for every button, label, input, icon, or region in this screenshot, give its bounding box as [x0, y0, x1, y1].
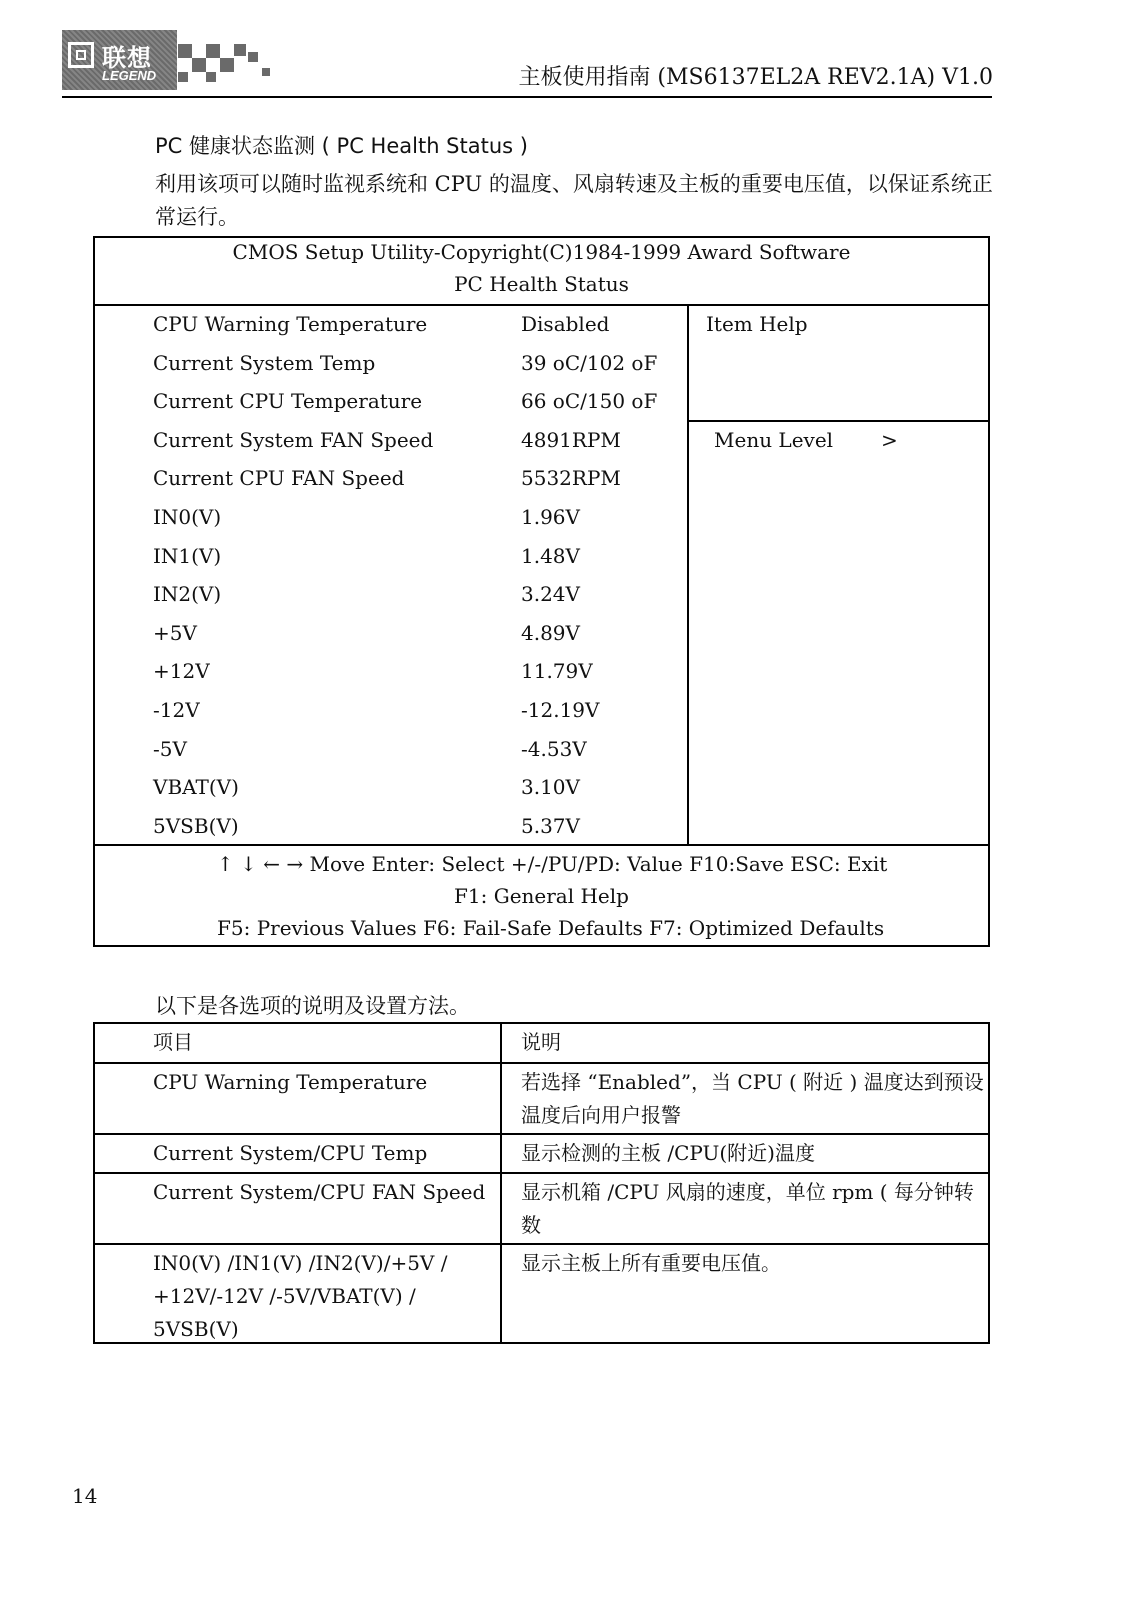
bios-item-label[interactable]: +5V	[153, 621, 197, 645]
logo-pixel-decoration	[206, 72, 216, 82]
logo-pixel-decoration	[206, 44, 220, 58]
table-divider	[95, 1133, 988, 1135]
legend-logo	[62, 30, 177, 90]
table-row-item: Current System/CPU FAN Speed	[153, 1180, 486, 1204]
logo-pixel-decoration	[234, 44, 246, 56]
logo-pixel-decoration	[178, 44, 192, 58]
bios-item-value[interactable]: 11.79V	[521, 659, 593, 683]
logo-pixel-decoration	[178, 72, 188, 82]
logo-english-text: LEGEND	[102, 68, 157, 83]
bios-item-value[interactable]: 3.10V	[521, 775, 580, 799]
bios-item-label[interactable]: 5VSB(V)	[153, 814, 239, 838]
bios-copyright: CMOS Setup Utility-Copyright(C)1984-1999 Award Software	[232, 240, 851, 264]
bios-item-label[interactable]: CPU Warning Temperature	[153, 312, 428, 336]
bios-item-label[interactable]: Current System FAN Speed	[153, 428, 434, 452]
menu-level-arrow: >	[881, 428, 898, 452]
table-row-desc: 显示主板上所有重要电压值。	[521, 1251, 781, 1275]
bios-item-value[interactable]: 39 oC/102 oF	[521, 351, 658, 375]
page-number: 14	[72, 1484, 98, 1508]
table-row-desc: 若选择 “Enabled”，当 CPU ( 附近 ) 温度达到预设温度后向用户报警	[521, 1070, 984, 1127]
bios-item-label[interactable]: Current System Temp	[153, 351, 376, 375]
table-divider	[95, 1172, 988, 1174]
bios-item-label[interactable]: IN1(V)	[153, 544, 222, 568]
bios-key-help-line: F1: General Help	[454, 884, 629, 908]
bios-item-value[interactable]: -12.19V	[521, 698, 600, 722]
logo-pixel-decoration	[248, 52, 258, 62]
bios-item-label[interactable]: Current CPU FAN Speed	[153, 466, 405, 490]
table-row-item: IN0(V) /IN1(V) /IN2(V)/+5V / +12V/-12V /-5V/VBAT(V) / 5VSB(V)	[153, 1251, 448, 1341]
bios-item-value[interactable]: 4891RPM	[521, 428, 621, 452]
bios-divider	[95, 844, 988, 846]
table-row-desc: 显示机箱 /CPU 风扇的速度，单位 rpm ( 每分钟转数	[521, 1180, 974, 1237]
logo-pixel-decoration	[220, 58, 234, 72]
logo-pixel-decoration	[192, 58, 206, 72]
bios-key-help-line: ↑ ↓ ← → Move Enter: Select +/-/PU/PD: Value F10:Save ESC: Exit	[217, 852, 888, 876]
bios-divider	[95, 304, 988, 306]
bios-item-value[interactable]: 4.89V	[521, 621, 580, 645]
item-help-label: Item Help	[706, 312, 808, 336]
table-header-item: 项目	[153, 1030, 193, 1054]
table-row-item: Current System/CPU Temp	[153, 1141, 428, 1165]
bios-item-label[interactable]: Current CPU Temperature	[153, 389, 423, 413]
options-subtitle: 以下是各选项的说明及设置方法。	[155, 994, 470, 1018]
bios-key-help-line: F5: Previous Values F6: Fail-Safe Defaults F7: Optimized Defaults	[217, 916, 885, 940]
options-table	[93, 1022, 990, 1344]
bios-screen-title: PC Health Status	[454, 272, 629, 296]
table-row-desc: 显示检测的主板 /CPU(附近)温度	[521, 1141, 815, 1165]
menu-level-label: Menu Level	[714, 428, 834, 452]
bios-item-value[interactable]: 1.96V	[521, 505, 580, 529]
intro-paragraph: 利用该项可以随时监视系统和 CPU 的温度、风扇转速及主板的重要电压值，以保证系统正常运行。	[155, 172, 993, 229]
bios-item-label[interactable]: IN0(V)	[153, 505, 222, 529]
table-header-desc: 说明	[521, 1030, 561, 1054]
bios-item-label[interactable]: +12V	[153, 659, 210, 683]
table-row-item: CPU Warning Temperature	[153, 1070, 428, 1094]
section-title: PC 健康状态监测 ( PC Health Status )	[155, 134, 528, 158]
bios-item-value[interactable]: 66 oC/150 oF	[521, 389, 658, 413]
table-divider	[95, 1062, 988, 1064]
header-title: 主板使用指南 (MS6137EL2A REV2.1A) V1.0	[518, 65, 993, 90]
table-divider	[95, 1243, 988, 1245]
bios-divider	[687, 420, 988, 422]
bios-divider	[687, 304, 689, 844]
bios-item-value[interactable]: Disabled	[521, 312, 610, 336]
bios-item-value[interactable]: 5.37V	[521, 814, 580, 838]
bios-item-label[interactable]: -12V	[153, 698, 200, 722]
bios-item-value[interactable]: -4.53V	[521, 737, 587, 761]
logo-mark-icon	[68, 42, 94, 68]
bios-item-value[interactable]: 5532RPM	[521, 466, 621, 490]
bios-item-label[interactable]: VBAT(V)	[153, 775, 239, 799]
bios-item-value[interactable]: 3.24V	[521, 582, 580, 606]
table-divider	[500, 1024, 502, 1342]
bios-item-label[interactable]: IN2(V)	[153, 582, 222, 606]
bios-item-label[interactable]: -5V	[153, 737, 187, 761]
bios-screen	[93, 236, 990, 947]
bios-item-value[interactable]: 1.48V	[521, 544, 580, 568]
logo-chinese-text: 联想	[102, 44, 152, 72]
header-rule	[62, 96, 992, 98]
logo-pixel-decoration	[262, 68, 270, 76]
